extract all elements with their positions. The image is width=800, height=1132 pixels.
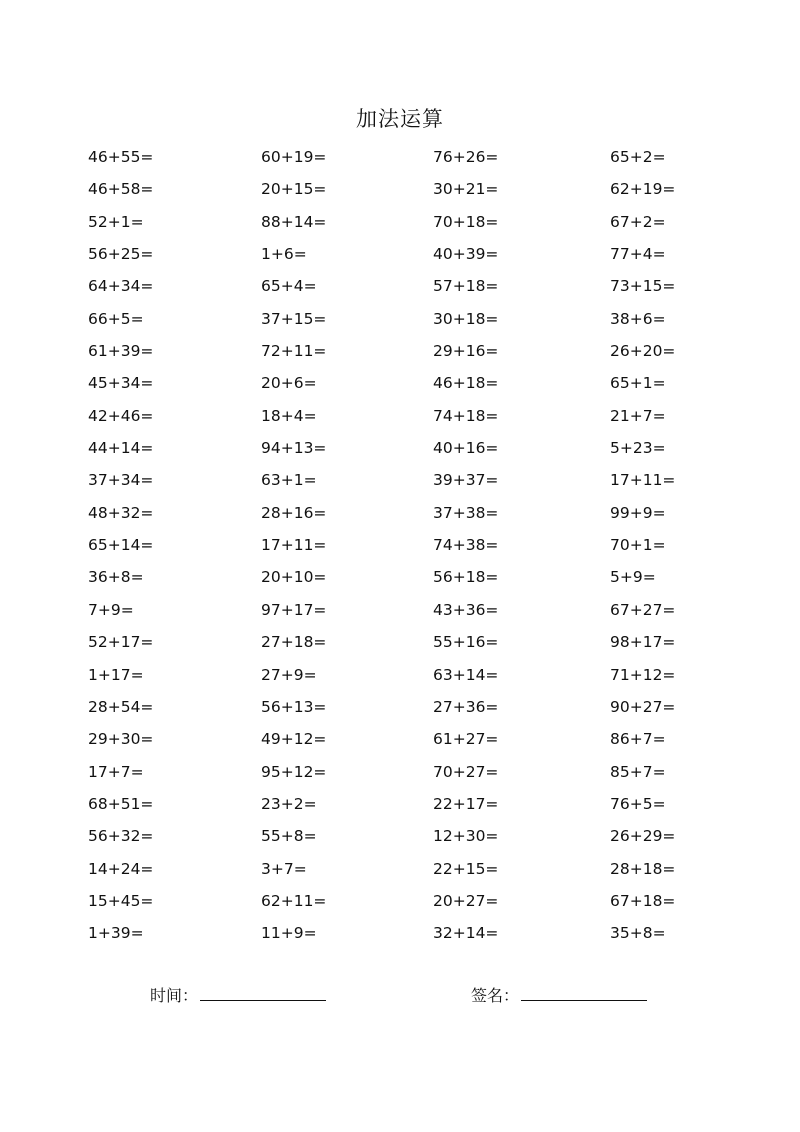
problem-item: 56+32=: [88, 827, 154, 846]
problem-row: [0, 497, 800, 529]
problem-item: 30+21=: [433, 180, 499, 199]
problem-row: [0, 141, 800, 173]
problem-item: 17+11=: [610, 471, 676, 490]
problem-item: 1+17=: [88, 665, 144, 684]
problem-item: 99+9=: [610, 503, 666, 522]
problem-item: 63+1=: [261, 471, 317, 490]
problem-row: [0, 206, 800, 238]
problem-item: 65+2=: [610, 148, 666, 166]
problem-item: 76+26=: [433, 148, 499, 166]
problem-item: 29+16=: [433, 342, 499, 361]
problem-item: 15+45=: [88, 891, 154, 910]
problem-row: [0, 238, 800, 270]
problem-item: 70+18=: [433, 212, 499, 231]
problem-item: 70+27=: [433, 762, 499, 781]
problem-item: 65+4=: [261, 277, 317, 296]
problem-item: 77+4=: [610, 245, 666, 264]
problem-row: [0, 917, 800, 949]
problem-item: 61+27=: [433, 730, 499, 749]
problem-row: [0, 626, 800, 658]
problem-item: 76+5=: [610, 794, 666, 813]
problem-item: 52+17=: [88, 633, 154, 652]
problem-item: 65+14=: [88, 536, 154, 555]
problem-item: 62+11=: [261, 891, 327, 910]
problem-item: 28+16=: [261, 503, 327, 522]
problem-item: 55+16=: [433, 633, 499, 652]
problem-item: 1+39=: [88, 924, 144, 943]
problem-item: 20+15=: [261, 180, 327, 199]
problem-item: 43+36=: [433, 600, 499, 619]
problem-item: 12+30=: [433, 827, 499, 846]
problem-item: 11+9=: [261, 924, 317, 943]
problem-item: 39+37=: [433, 471, 499, 490]
time-blank-line[interactable]: [200, 980, 326, 1001]
problem-item: 62+19=: [610, 180, 676, 199]
problem-item: 32+14=: [433, 924, 499, 943]
problem-item: 30+18=: [433, 309, 499, 328]
problem-item: 1+6=: [261, 245, 307, 264]
problem-row: [0, 303, 800, 335]
footer: [0, 980, 800, 1010]
problem-item: 90+27=: [610, 697, 676, 716]
problem-item: 23+2=: [261, 794, 317, 813]
problem-item: 42+46=: [88, 406, 154, 425]
problem-grid: [0, 141, 800, 950]
problem-item: 5+23=: [610, 439, 666, 458]
problem-item: 72+11=: [261, 342, 327, 361]
problem-row: [0, 853, 800, 885]
problem-item: 40+39=: [433, 245, 499, 264]
problem-row: [0, 400, 800, 432]
problem-item: 44+14=: [88, 439, 154, 458]
problem-item: 38+6=: [610, 309, 666, 328]
problem-item: 56+18=: [433, 568, 499, 587]
problem-item: 57+18=: [433, 277, 499, 296]
problem-item: 3+7=: [261, 859, 307, 878]
problem-item: 60+19=: [261, 148, 327, 166]
time-group: [150, 980, 326, 1011]
problem-item: 46+55=: [88, 148, 154, 166]
problem-item: 46+18=: [433, 374, 499, 393]
page-title: 加法运算: [356, 107, 444, 131]
problem-item: 36+8=: [88, 568, 144, 587]
problem-row: [0, 464, 800, 496]
problem-row: [0, 691, 800, 723]
problem-row: [0, 885, 800, 917]
problem-item: 28+18=: [610, 859, 676, 878]
problem-row: [0, 788, 800, 820]
problem-item: 71+12=: [610, 665, 676, 684]
problem-item: 73+15=: [610, 277, 676, 296]
problem-row: [0, 432, 800, 464]
problem-item: 17+11=: [261, 536, 327, 555]
problem-item: 21+7=: [610, 406, 666, 425]
problem-item: 46+58=: [88, 180, 154, 199]
problem-item: 37+34=: [88, 471, 154, 490]
problem-item: 85+7=: [610, 762, 666, 781]
problem-item: 94+13=: [261, 439, 327, 458]
signature-group: [471, 980, 647, 1011]
problem-item: 20+10=: [261, 568, 327, 587]
problem-row: [0, 594, 800, 626]
problem-item: 28+54=: [88, 697, 154, 716]
problem-item: 49+12=: [261, 730, 327, 749]
problem-item: 45+34=: [88, 374, 154, 393]
problem-item: 61+39=: [88, 342, 154, 361]
problem-item: 98+17=: [610, 633, 676, 652]
problem-item: 48+32=: [88, 503, 154, 522]
signature-blank-line[interactable]: [521, 980, 647, 1001]
problem-item: 17+7=: [88, 762, 144, 781]
problem-item: 37+15=: [261, 309, 327, 328]
problem-item: 27+18=: [261, 633, 327, 652]
problem-item: 14+24=: [88, 859, 154, 878]
problem-item: 68+51=: [88, 794, 154, 813]
problem-item: 20+6=: [261, 374, 317, 393]
problem-item: 63+14=: [433, 665, 499, 684]
problem-item: 67+18=: [610, 891, 676, 910]
problem-row: [0, 756, 800, 788]
problem-row: [0, 173, 800, 205]
problem-item: 27+9=: [261, 665, 317, 684]
problem-item: 26+29=: [610, 827, 676, 846]
problem-row: [0, 335, 800, 367]
problem-item: 56+25=: [88, 245, 154, 264]
problem-item: 74+38=: [433, 536, 499, 555]
problem-row: [0, 529, 800, 561]
problem-item: 67+2=: [610, 212, 666, 231]
problem-item: 29+30=: [88, 730, 154, 749]
problem-item: 64+34=: [88, 277, 154, 296]
problem-item: 86+7=: [610, 730, 666, 749]
problem-item: 70+1=: [610, 536, 666, 555]
problem-item: 27+36=: [433, 697, 499, 716]
problem-item: 74+18=: [433, 406, 499, 425]
problem-item: 56+13=: [261, 697, 327, 716]
problem-item: 88+14=: [261, 212, 327, 231]
time-label: 时间：: [150, 986, 199, 1005]
problem-item: 20+27=: [433, 891, 499, 910]
problem-item: 67+27=: [610, 600, 676, 619]
problem-item: 18+4=: [261, 406, 317, 425]
problem-row: [0, 270, 800, 302]
problem-row: [0, 659, 800, 691]
problem-item: 40+16=: [433, 439, 499, 458]
problem-row: [0, 367, 800, 399]
signature-label: 签名：: [471, 986, 520, 1005]
problem-item: 52+1=: [88, 212, 144, 231]
problem-item: 65+1=: [610, 374, 666, 393]
problem-item: 22+17=: [433, 794, 499, 813]
problem-item: 55+8=: [261, 827, 317, 846]
problem-row: [0, 561, 800, 593]
problem-item: 66+5=: [88, 309, 144, 328]
problem-item: 22+15=: [433, 859, 499, 878]
problem-item: 26+20=: [610, 342, 676, 361]
problem-item: 35+8=: [610, 924, 666, 943]
problem-row: [0, 820, 800, 852]
problem-item: 7+9=: [88, 600, 134, 619]
problem-item: 5+9=: [610, 568, 656, 587]
problem-item: 37+38=: [433, 503, 499, 522]
problem-item: 95+12=: [261, 762, 327, 781]
problem-item: 97+17=: [261, 600, 327, 619]
problem-row: [0, 723, 800, 755]
